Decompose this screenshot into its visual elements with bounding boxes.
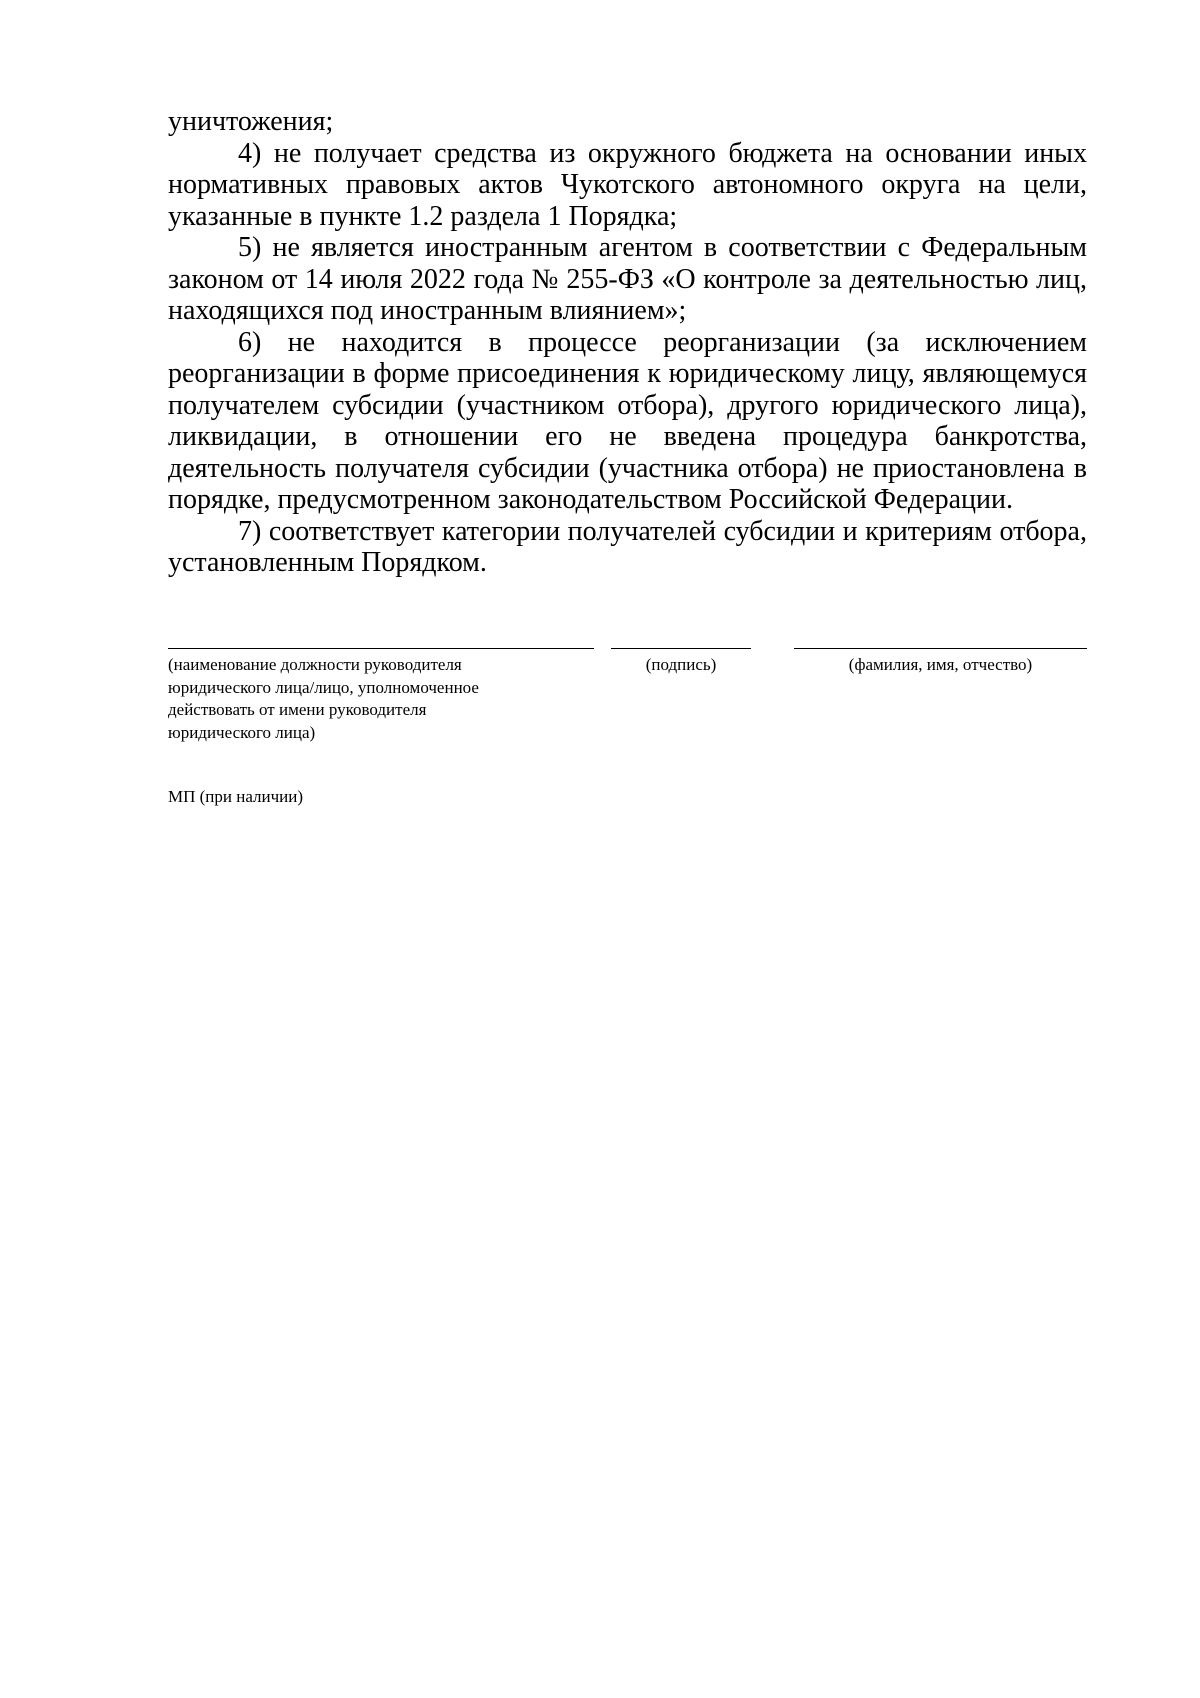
signature-line xyxy=(611,648,751,649)
document-body xyxy=(168,106,1087,579)
full-name-line xyxy=(794,648,1087,649)
signature-block xyxy=(168,648,1087,788)
position-line xyxy=(168,648,594,649)
paragraph-item-5: 5) не является иностранным агентом в соответствии с Федеральным законом от 14 июля 2022 года № 255-ФЗ «О контроле за деятельностью лиц, находящихся под иностранным влиянием»; xyxy=(168,232,1087,326)
position-caption-line: юридического лица/лицо, уполномоченное xyxy=(168,677,479,697)
stamp-note: МП (при наличии) xyxy=(168,787,304,806)
position-caption-line: действовать от имени руководителя xyxy=(168,700,427,719)
paragraph-item-4: 4) не получает средства из окружного бюджета на основании иных нормативных правовых актов Чукотского автономного округа на цели, указанные в пункте 1.2 раздела 1 Порядка; xyxy=(168,137,1087,232)
full-name-caption: (фамилия, имя, отчество) xyxy=(848,655,1033,674)
paragraph-item-6: 6) не находится в процессе реорганизации (за исключением реорганизации в форме присоединения к юридическому лицу, являющемуся получателем субсидии (участником отбора), другого юридического лица), ликвидации, в отношении его не введена процедура банкротства, деятельность получателя субсидии (участника отбора) не приостановлена в порядке, предусмотренном законодательством Российской Федерации. xyxy=(168,326,1087,515)
position-caption xyxy=(168,654,598,744)
paragraph-continuation: уничтожения; xyxy=(168,106,334,137)
signature-caption: (подпись) xyxy=(645,655,717,674)
position-caption-line: (наименование должности руководителя xyxy=(168,655,462,674)
paragraph-item-7: 7) соответствует категории получателей субсидии и критериям отбора, установленным Порядком. xyxy=(168,515,1087,578)
position-caption-line: юридического лица) xyxy=(168,722,316,742)
